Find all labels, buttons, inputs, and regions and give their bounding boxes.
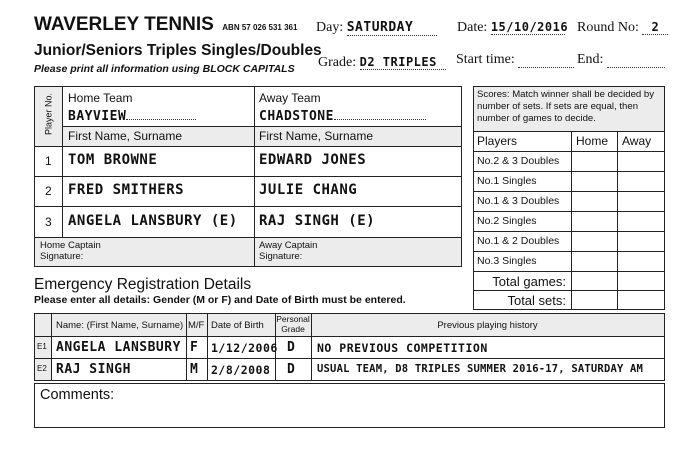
emergency-col-mf: M/F <box>188 320 205 331</box>
round-value: 2 <box>642 20 668 35</box>
scores-col-players: Players <box>477 134 518 148</box>
emergency-col-grade <box>275 314 311 334</box>
home-player-3[interactable]: ANGELA LANSBURY (E) <box>68 213 238 229</box>
day-value: SATURDAY <box>347 20 437 36</box>
away-captain-signature[interactable] <box>259 240 317 262</box>
day-label: Day: <box>316 20 344 35</box>
player-number: 3 <box>45 215 52 229</box>
scores-note: Scores: Match winner shall be decided by number of sets. If sets are equal, then number of games to decide. <box>477 89 655 124</box>
emergency-2-grade[interactable]: D <box>287 362 296 377</box>
emergency-col-dob: Date of Birth <box>211 320 264 331</box>
score-row-label: No.1 Singles <box>477 175 537 187</box>
player-number: 1 <box>45 154 52 168</box>
emergency-2-name[interactable]: RAJ SINGH <box>56 362 131 377</box>
home-captain-signature[interactable] <box>40 240 101 262</box>
end-time-label: End: <box>577 52 604 67</box>
form-subtitle: Please print all information using BLOCK CAPITALS <box>34 63 295 75</box>
emergency-col-grade-line1: Personal <box>276 314 310 324</box>
round-field[interactable] <box>577 20 668 36</box>
away-name-header: First Name, Surname <box>259 129 374 143</box>
emergency-1-name[interactable]: ANGELA LANSBURY <box>56 340 181 355</box>
away-player-3[interactable]: RAJ SINGH (E) <box>259 213 376 229</box>
emergency-title: Emergency Registration Details <box>34 276 252 293</box>
end-time-field[interactable] <box>577 52 665 68</box>
emergency-2-dob[interactable]: 2/8/2008 <box>211 363 271 377</box>
form-title: Junior/Seniors Triples Singles/Doubles <box>34 42 322 59</box>
away-team-value: CHADSTONE <box>259 109 334 124</box>
date-value: 15/10/2016 <box>490 20 569 34</box>
emergency-1-history[interactable]: NO PREVIOUS COMPETITION <box>317 341 488 355</box>
away-signature-label: Signature: <box>259 251 303 262</box>
away-captain-label: Away Captain <box>259 240 318 251</box>
away-player-2[interactable]: JULIE CHANG <box>259 182 358 198</box>
player-no-header: Player No. <box>43 92 54 136</box>
home-team-value: BAYVIEW <box>68 109 127 124</box>
grade-label: Grade: <box>318 55 357 70</box>
away-team-field[interactable] <box>259 107 426 125</box>
home-team-field[interactable] <box>68 107 196 125</box>
emergency-row-id: E2 <box>37 364 47 373</box>
comments-box[interactable] <box>34 383 665 428</box>
home-score-cells[interactable] <box>572 152 617 290</box>
away-team-label: Away Team <box>259 91 321 105</box>
emergency-col-grade-line2: Grade <box>281 324 305 334</box>
player-number: 2 <box>45 184 52 198</box>
home-captain-label: Home Captain <box>40 240 101 251</box>
abn-number: ABN 57 026 531 361 <box>222 23 298 32</box>
day-field[interactable] <box>316 20 437 36</box>
emergency-row-id: E1 <box>37 342 47 351</box>
emergency-instructions: Please enter all details: Gender (M or F) and Date of Birth must be entered. <box>34 294 406 306</box>
end-time-value <box>607 53 665 68</box>
total-sets-label: Total sets: <box>507 293 566 308</box>
score-row-label: No.2 Singles <box>477 215 537 227</box>
scores-col-away: Away <box>622 134 652 148</box>
home-team-label: Home Team <box>68 91 133 105</box>
round-label: Round No: <box>577 20 639 35</box>
emergency-2-gender[interactable]: M <box>190 362 199 377</box>
emergency-1-gender[interactable]: F <box>190 340 199 355</box>
home-player-1[interactable]: TOM BROWNE <box>68 152 158 168</box>
emergency-col-name: Name: (First Name, Surname) <box>56 320 184 331</box>
date-field[interactable] <box>457 20 569 36</box>
emergency-1-dob[interactable]: 1/12/2006 <box>211 341 278 355</box>
club-title <box>34 14 297 36</box>
start-time-field[interactable] <box>456 52 574 68</box>
scores-col-home: Home <box>576 134 609 148</box>
total-games-label: Total games: <box>492 274 566 289</box>
club-name: WAVERLEY TENNIS <box>34 14 214 35</box>
score-row-label: No.3 Singles <box>477 255 537 267</box>
teams-table <box>34 86 462 267</box>
emergency-table <box>34 313 665 381</box>
date-label: Date: <box>457 20 488 35</box>
scores-table <box>473 86 665 310</box>
home-signature-label: Signature: <box>40 251 84 262</box>
start-time-label: Start time: <box>456 52 515 67</box>
score-row-label: No.1 & 3 Doubles <box>477 195 560 207</box>
comments-label: Comments: <box>40 387 115 403</box>
grade-field[interactable] <box>318 55 446 71</box>
start-time-value <box>518 53 574 68</box>
emergency-col-history: Previous playing history <box>437 320 538 331</box>
home-player-2[interactable]: FRED SMITHERS <box>68 182 185 198</box>
away-score-cells[interactable] <box>618 152 664 309</box>
emergency-2-history[interactable]: USUAL TEAM, D8 TRIPLES SUMMER 2016-17, SATURDAY AM <box>317 363 644 375</box>
home-name-header: First Name, Surname <box>68 129 183 143</box>
away-player-1[interactable]: EDWARD JONES <box>259 152 367 168</box>
grade-value: D2 TRIPLES <box>360 55 446 70</box>
score-row-label: No.1 & 2 Doubles <box>477 235 560 247</box>
emergency-1-grade[interactable]: D <box>287 340 296 355</box>
score-row-label: No.2 & 3 Doubles <box>477 155 560 167</box>
